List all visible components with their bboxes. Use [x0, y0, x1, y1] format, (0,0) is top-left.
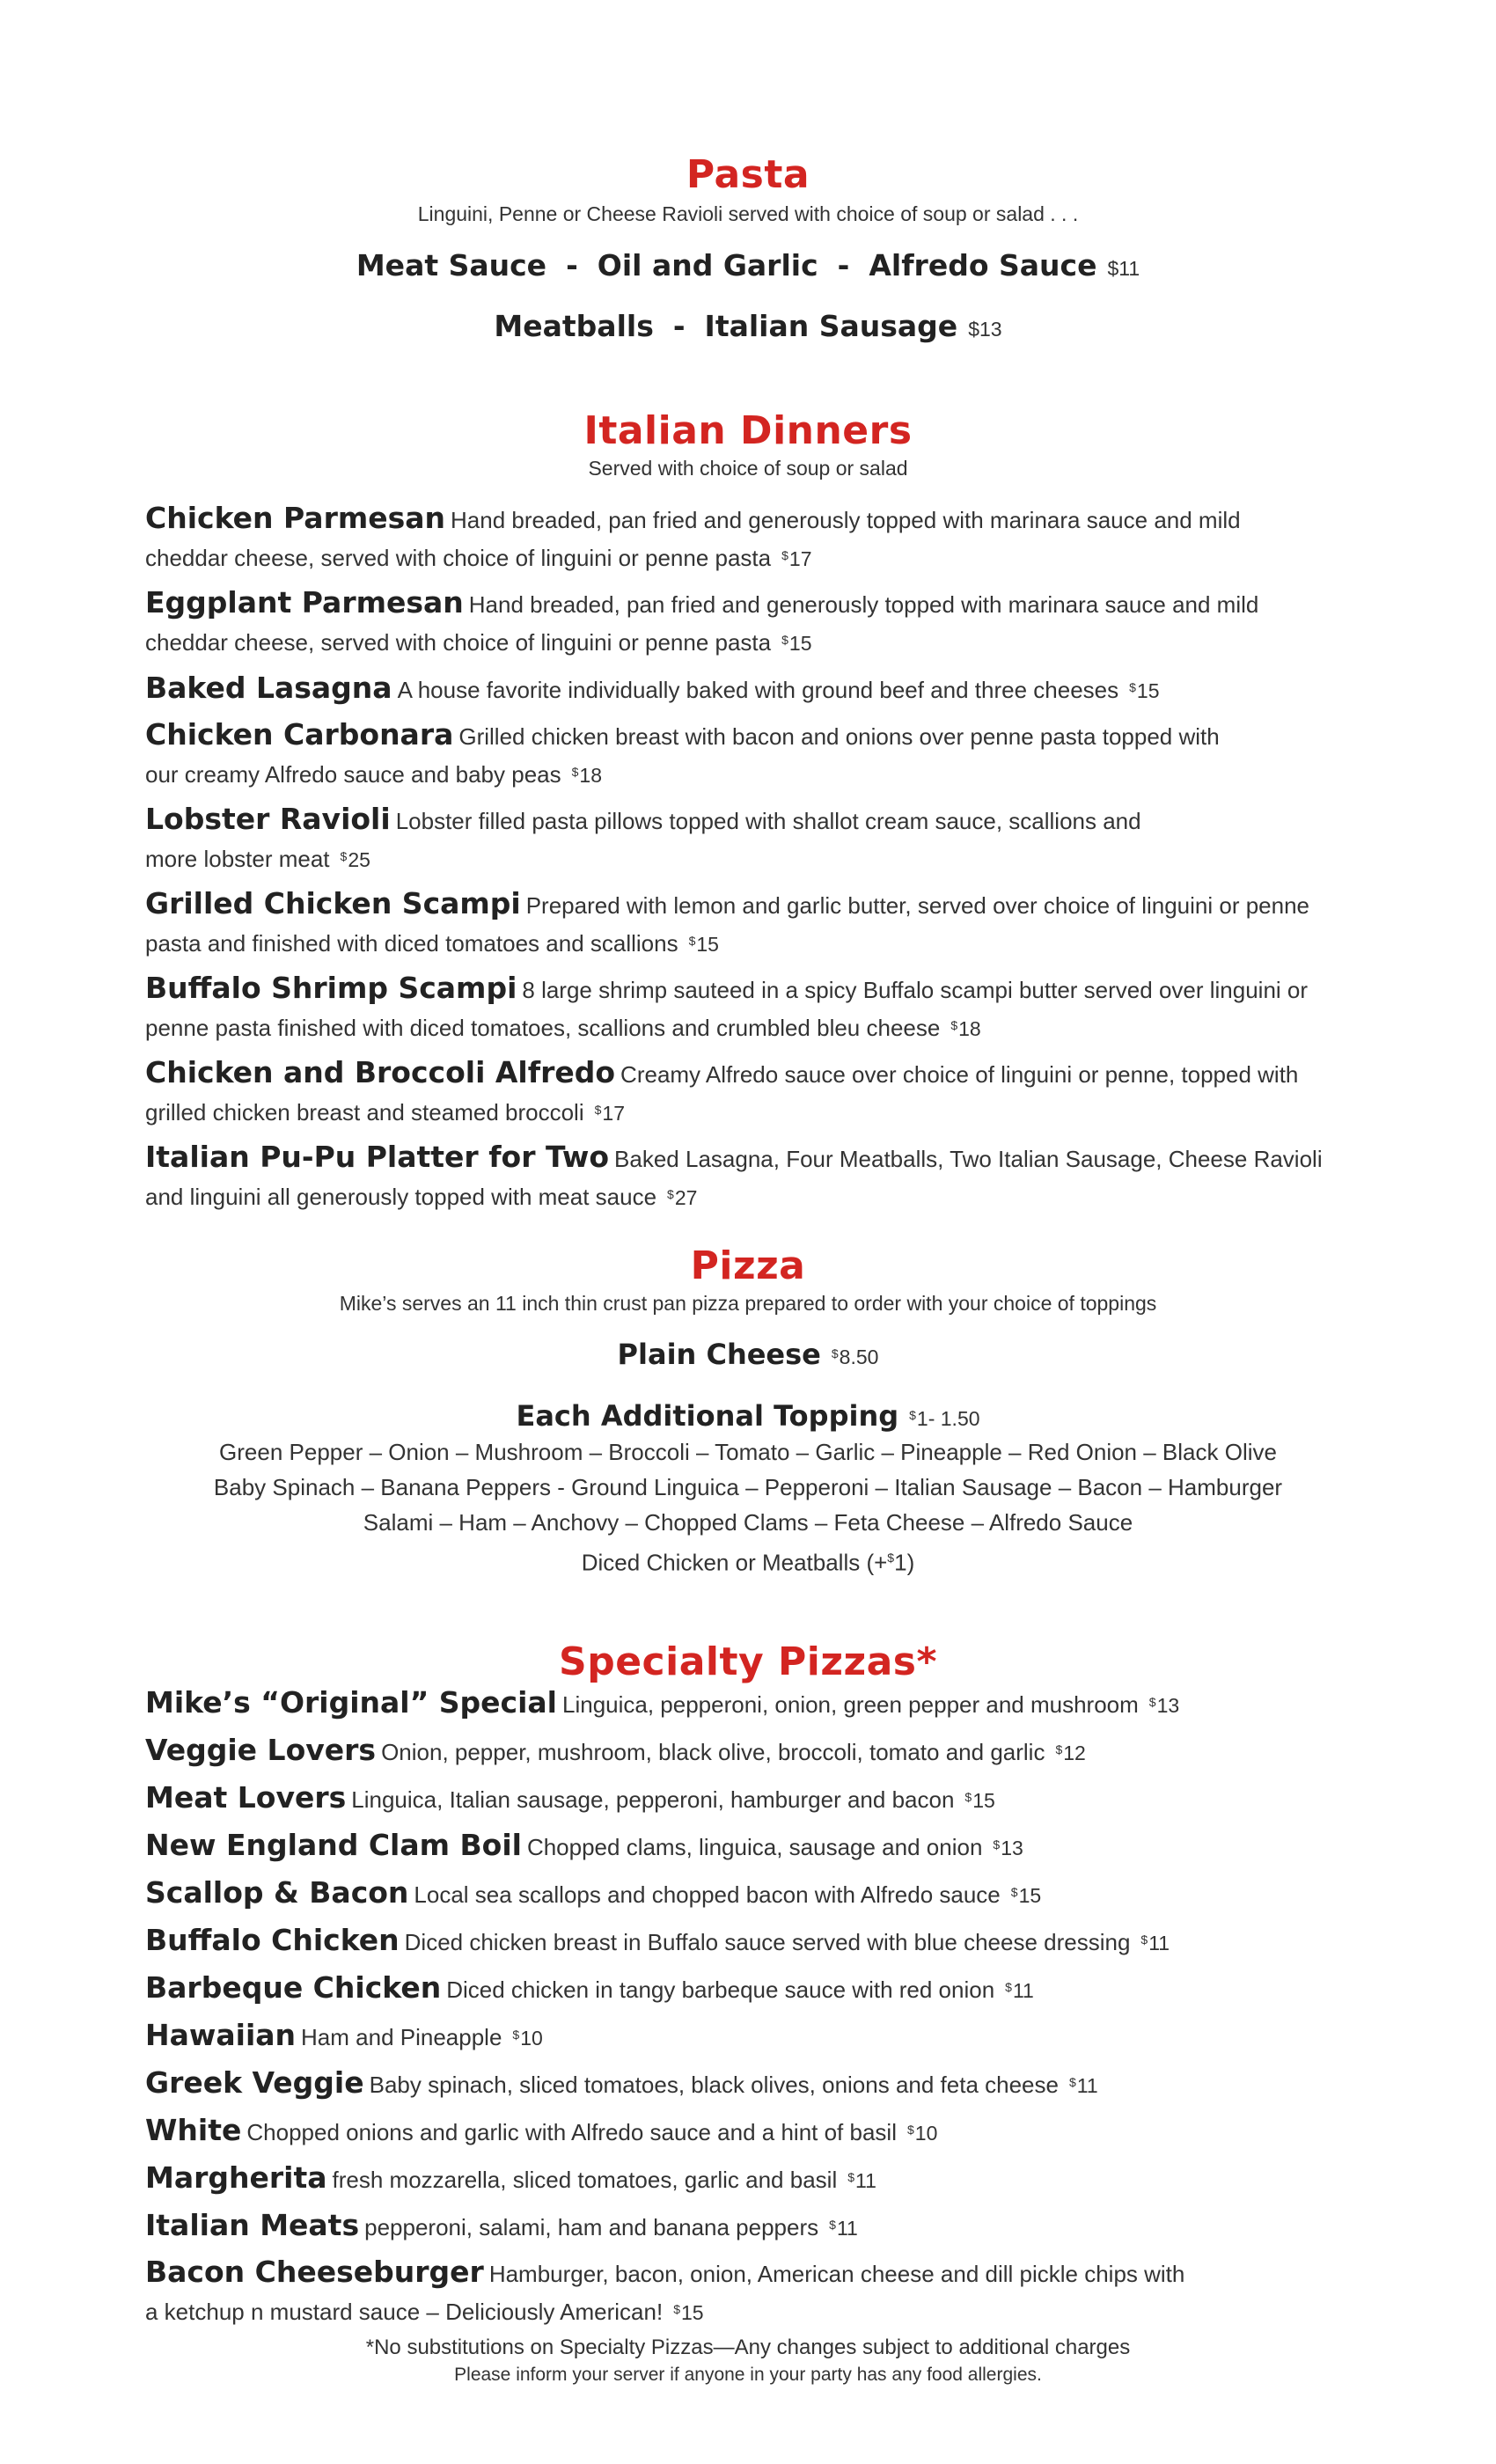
menu-item-description: A house favorite individually baked with ground beef and three cheeses	[397, 677, 1119, 703]
menu-item-name: Greek Veggie	[145, 2065, 364, 2100]
menu-item-description: Linguica, Italian sausage, pepperoni, hamburger and bacon	[351, 1786, 955, 1813]
menu-item-name: Grilled Chicken Scampi	[145, 886, 521, 920]
menu-item-description: Linguica, pepperoni, onion, green pepper and mushroom	[562, 1691, 1139, 1718]
menu-item	[145, 2112, 1377, 2151]
menu-item-name: Mike’s “Original” Special	[145, 1685, 557, 1720]
pizza-subtitle: Mike’s serves an 11 inch thin crust pan pizza prepared to order with your choice of toppings	[339, 1292, 1157, 1315]
menu-item-price: $15	[1010, 1884, 1042, 1907]
menu-item-price: $15	[964, 1789, 995, 1812]
menu-item	[145, 1055, 1377, 1131]
menu-item-price: $27	[667, 1186, 698, 1209]
menu-item-price: $13	[993, 1837, 1023, 1859]
pasta-option: Italian Sausage	[704, 309, 958, 343]
menu-item-price: $13	[1148, 1694, 1180, 1717]
menu-item	[145, 1922, 1377, 1961]
menu-item-price: $18	[571, 764, 603, 787]
menu-item	[145, 1732, 1377, 1771]
menu-item-description: fresh mozzarella, sliced tomatoes, garlic and basil	[332, 2167, 838, 2193]
price: $8.50	[831, 1346, 879, 1368]
menu-item-price: $15	[688, 933, 719, 956]
menu-item-description: pepperoni, salami, ham and banana peppers	[364, 2214, 819, 2240]
menu-item-price: $11	[847, 2169, 876, 2192]
italian-dinners-list	[145, 501, 1377, 1215]
menu-item-description: Baby spinach, sliced tomatoes, black olives, onions and feta cheese	[369, 2072, 1059, 2098]
plain-cheese-line	[0, 1334, 1496, 1376]
toppings-line: Baby Spinach – Banana Peppers - Ground Linguica – Pepperoni – Italian Sausage – Bacon – Hamburger	[213, 1474, 1283, 1500]
menu-item-description-cont: penne pasta finished with diced tomatoes, scallions and crumbled bleu cheese	[145, 1015, 941, 1041]
menu-item-price: $17	[781, 547, 812, 570]
menu-item-description: Diced chicken breast in Buffalo sauce served with blue cheese dressing	[404, 1929, 1131, 1955]
pasta-option: Meatballs	[494, 309, 654, 343]
menu-item	[145, 2255, 1377, 2330]
pasta-title: Pasta	[686, 152, 810, 197]
allergy-note: Please inform your server if anyone in your party has any food allergies.	[454, 2365, 1042, 2385]
menu-item-price: $17	[594, 1102, 625, 1125]
additional-topping-label: Each Additional Topping	[516, 1399, 899, 1433]
menu-item-price: $15	[1129, 679, 1160, 702]
pasta-option: Oil and Garlic	[597, 248, 818, 282]
menu-item	[145, 802, 1377, 877]
pasta-section	[0, 151, 1496, 348]
menu-item-description-cont: our creamy Alfredo sauce and baby peas	[145, 761, 561, 788]
plain-cheese-label: Plain Cheese	[617, 1338, 821, 1371]
menu-item-price: $11	[1005, 1979, 1034, 2002]
menu-item-description: Chopped onions and garlic with Alfredo sauce and a hint of basil	[246, 2119, 897, 2145]
menu-item-name: Buffalo Shrimp Scampi	[145, 971, 517, 1005]
menu-item-name: New England Clam Boil	[145, 1828, 522, 1862]
menu-item-name: White	[145, 2113, 242, 2147]
italian-dinners-section	[0, 407, 1496, 1215]
menu-item-price: $25	[340, 848, 370, 871]
menu-item	[145, 2160, 1377, 2198]
menu-item-description: Creamy Alfredo sauce over choice of linguini or penne, topped with	[620, 1061, 1299, 1088]
menu-item	[145, 1874, 1377, 1913]
menu-item-description: Diced chicken in tangy barbeque sauce with red onion	[446, 1976, 995, 2003]
menu-item-description-cont: grilled chicken breast and steamed broccoli	[145, 1099, 584, 1126]
menu-item-price: $10	[512, 2027, 543, 2050]
menu-item-name: Baked Lasagna	[145, 671, 392, 705]
toppings-line: Green Pepper – Onion – Mushroom – Broccoli – Tomato – Garlic – Pineapple – Red Onion – Black Olive	[219, 1439, 1277, 1465]
menu-item	[145, 585, 1377, 661]
pasta-option: Alfredo Sauce	[869, 248, 1097, 282]
toppings-line: Salami – Ham – Anchovy – Chopped Clams – Feta Cheese – Alfredo Sauce	[363, 1509, 1133, 1536]
pasta-option: Meat Sauce	[356, 248, 547, 282]
specialty-pizzas-title: Specialty Pizzas*	[559, 1639, 937, 1684]
menu-item-name: Margherita	[145, 2160, 327, 2195]
menu-item	[145, 971, 1377, 1046]
menu-item	[145, 1779, 1377, 1818]
menu-item-description-cont: cheddar cheese, served with choice of linguini or penne pasta	[145, 545, 772, 571]
menu-item-name: Meat Lovers	[145, 1780, 347, 1815]
menu-item-name: Italian Pu-Pu Platter for Two	[145, 1140, 610, 1174]
italian-dinners-title: Italian Dinners	[583, 408, 913, 453]
price: $13	[968, 318, 1002, 341]
menu-item-price: $10	[906, 2122, 938, 2145]
menu-item-price: $15	[781, 632, 812, 655]
menu-item	[145, 2017, 1377, 2056]
menu-item	[145, 1827, 1377, 1866]
menu-item-name: Hawaiian	[145, 2018, 297, 2052]
menu-item-price: $12	[1055, 1742, 1086, 1764]
menu-item-description: Onion, pepper, mushroom, black olive, broccoli, tomato and garlic	[381, 1739, 1045, 1765]
menu-item-name: Chicken Carbonara	[145, 717, 454, 752]
pasta-subtitle: Linguini, Penne or Cheese Ravioli served with choice of soup or salad . . .	[417, 202, 1079, 225]
menu-item	[145, 501, 1377, 576]
menu-item-description: Hand breaded, pan fried and generously topped with marinara sauce and mild	[451, 507, 1241, 533]
menu-item	[145, 670, 1377, 708]
menu-item-description: 8 large shrimp sauteed in a spicy Buffalo scampi butter served over linguini or	[522, 977, 1309, 1003]
menu-item-name: Barbeque Chicken	[145, 1970, 442, 2005]
menu-item-description-cont: pasta and finished with diced tomatoes and scallions	[145, 930, 678, 957]
menu-item-name: Chicken Parmesan	[145, 501, 446, 535]
menu-item-name: Buffalo Chicken	[145, 1923, 400, 1957]
menu-item-name: Lobster Ravioli	[145, 802, 391, 836]
additional-topping-line	[0, 1396, 1496, 1438]
menu-item-description: Lobster filled pasta pillows topped with shallot cream sauce, scallions and	[395, 808, 1141, 834]
pizza-section	[0, 1243, 1496, 1580]
menu-item-description: Hand breaded, pan fried and generously topped with marinara sauce and mild	[468, 591, 1259, 618]
substitution-note: *No substitutions on Specialty Pizzas—Any changes subject to additional charges	[365, 2336, 1131, 2359]
separator: -	[837, 248, 850, 282]
menu-item-description-cont: and linguini all generously topped with meat sauce	[145, 1184, 657, 1210]
menu-item	[145, 717, 1377, 793]
specialty-pizzas-section	[0, 1639, 1496, 2388]
menu-item-price: $15	[673, 2301, 704, 2324]
menu-item-description-cont: more lobster meat	[145, 846, 330, 872]
specialty-pizzas-list	[145, 1684, 1377, 2330]
menu-item-description: Prepared with lemon and garlic butter, served over choice of linguini or penne	[525, 892, 1310, 919]
italian-dinners-subtitle: Served with choice of soup or salad	[588, 457, 908, 480]
menu-item-description: Hamburger, bacon, onion, American cheese and dill pickle chips with	[488, 2261, 1185, 2287]
menu-item-name: Eggplant Parmesan	[145, 585, 464, 620]
menu-item	[145, 1140, 1377, 1215]
menu-item-description: Ham and Pineapple	[301, 2024, 502, 2050]
toppings-line: Diced Chicken or Meatballs (+$1)	[581, 1549, 915, 1576]
menu-item-name: Italian Meats	[145, 2208, 360, 2242]
menu-item-description: Local sea scallops and chopped bacon with Alfredo sauce	[414, 1881, 1001, 1908]
menu-item-description-cont: a ketchup n mustard sauce – Deliciously American!	[145, 2299, 664, 2325]
pasta-sauce-line	[0, 246, 1496, 288]
menu-item-price: $11	[829, 2217, 858, 2240]
menu-item-price: $11	[1140, 1932, 1170, 1954]
menu-item-description-cont: cheddar cheese, served with choice of linguini or penne pasta	[145, 629, 772, 656]
price: $11	[1107, 257, 1140, 280]
separator: -	[566, 248, 578, 282]
menu-item-description: Chopped clams, linguica, sausage and onion	[526, 1834, 983, 1860]
menu-item-name: Chicken and Broccoli Alfredo	[145, 1055, 616, 1089]
menu-item-description: Grilled chicken breast with bacon and onions over penne pasta topped with	[458, 723, 1220, 750]
pasta-meat-line	[0, 307, 1496, 348]
menu-item	[145, 2064, 1377, 2103]
menu-item	[145, 886, 1377, 962]
toppings-list	[0, 1434, 1496, 1580]
menu-item-name: Bacon Cheeseburger	[145, 2255, 484, 2289]
menu-item-name: Veggie Lovers	[145, 1733, 377, 1767]
menu-item	[145, 2207, 1377, 2246]
menu-item-description: Baked Lasagna, Four Meatballs, Two Italian Sausage, Cheese Ravioli	[614, 1146, 1323, 1172]
separator: -	[672, 309, 686, 343]
menu-item-price: $18	[950, 1017, 981, 1040]
pizza-title: Pizza	[690, 1243, 806, 1288]
price: $1- 1.50	[909, 1407, 980, 1430]
menu-item	[145, 1969, 1377, 2008]
menu-item-name: Scallop & Bacon	[145, 1875, 409, 1910]
menu-item-price: $11	[1068, 2074, 1098, 2097]
menu-item	[145, 1684, 1377, 1723]
